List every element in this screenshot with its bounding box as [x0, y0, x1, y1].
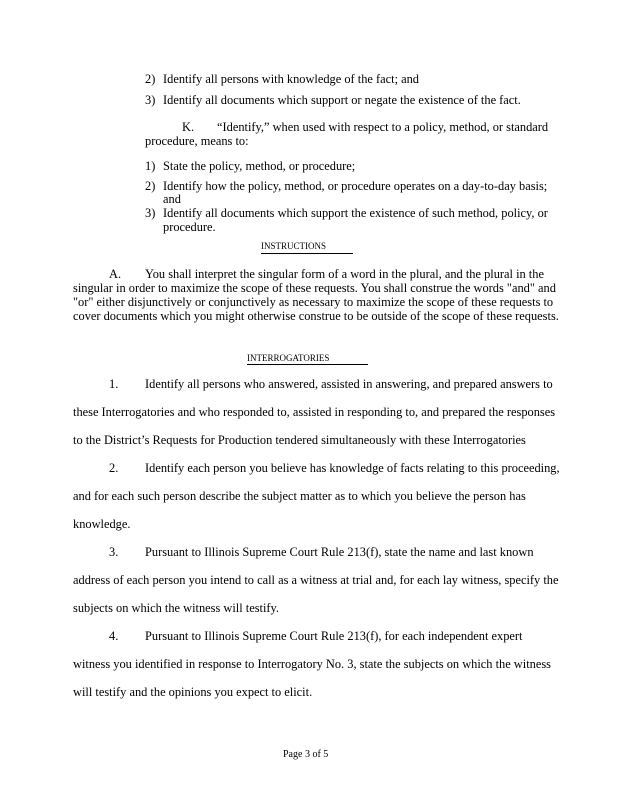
list-number: 2)	[145, 72, 156, 86]
interrogatory-text: witness you identified in response to Interrogatory No. 3, state the subjects on which the witness	[73, 657, 551, 671]
definition-k-text: “Identify,” when used with respect to a policy, method, or standard	[217, 120, 549, 134]
interrogatory-text: subjects on which the witness will testify.	[73, 601, 280, 615]
instruction-label: A.	[109, 267, 122, 281]
interrogatory-text: knowledge.	[73, 517, 131, 531]
list-item-text: Identify all documents which support the existence of such method, policy, or	[163, 206, 548, 220]
list-item-text: procedure.	[163, 220, 216, 234]
list-number: 3)	[145, 93, 156, 107]
interrogatory-text: and for each such person describe the subject matter as to which you believe the person has	[73, 489, 526, 503]
definition-k-text: procedure, means to:	[145, 134, 249, 148]
instruction-text: You shall interpret the singular form of a word in the plural, and the plural in the	[145, 267, 544, 281]
interrogatory-text: Pursuant to Illinois Supreme Court Rule 213(f), state the name and last known	[145, 545, 534, 559]
list-item-text: State the policy, method, or procedure;	[163, 159, 356, 173]
list-item-text: and	[163, 192, 181, 206]
list-number: 2)	[145, 179, 156, 193]
heading-underline	[261, 253, 353, 254]
interrogatory-text: to the District’s Requests for Production tendered simultaneously with these Interrogatories	[73, 433, 526, 447]
instruction-text: cover documents which you might otherwise construe to be outside of the scope of these requests.	[73, 309, 559, 323]
interrogatory-text: Identify each person you believe has knowledge of facts relating to this proceeding,	[145, 461, 560, 475]
interrogatory-number: 3.	[109, 545, 119, 559]
interrogatory-text: address of each person you intend to call as a witness at trial and, for each lay witness, specify the	[73, 573, 559, 587]
interrogatory-number: 1.	[109, 377, 119, 391]
interrogatory-text: Pursuant to Illinois Supreme Court Rule 213(f), for each independent expert	[145, 629, 523, 643]
instructions-heading: INSTRUCTIONS	[261, 241, 327, 251]
page-number: Page 3 of 5	[283, 749, 329, 760]
list-item-text: Identify all persons with knowledge of the fact; and	[163, 72, 419, 86]
interrogatory-text: Identify all persons who answered, assisted in answering, and prepared answers to	[145, 377, 553, 391]
interrogatory-text: these Interrogatories and who responded to, assisted in responding to, and prepared the responses	[73, 405, 556, 419]
interrogatory-text: will testify and the opinions you expect to elicit.	[73, 685, 313, 699]
definition-k-label: K.	[182, 120, 195, 134]
list-number: 3)	[145, 206, 156, 220]
list-number: 1)	[145, 159, 156, 173]
interrogatories-heading: INTERROGATORIES	[247, 353, 330, 363]
instruction-text: "or" either disjunctively or conjunctively as necessary to maximize the scope of these requests to	[73, 295, 554, 309]
heading-underline	[247, 364, 368, 365]
interrogatory-number: 2.	[109, 461, 119, 475]
list-item-text: Identify all documents which support or negate the existence of the fact.	[163, 93, 521, 107]
interrogatory-number: 4.	[109, 629, 119, 643]
list-item-text: Identify how the policy, method, or procedure operates on a day-to-day basis;	[163, 179, 548, 193]
instruction-text: singular in order to maximize the scope of these requests. You shall construe the words "and" and	[73, 281, 556, 295]
